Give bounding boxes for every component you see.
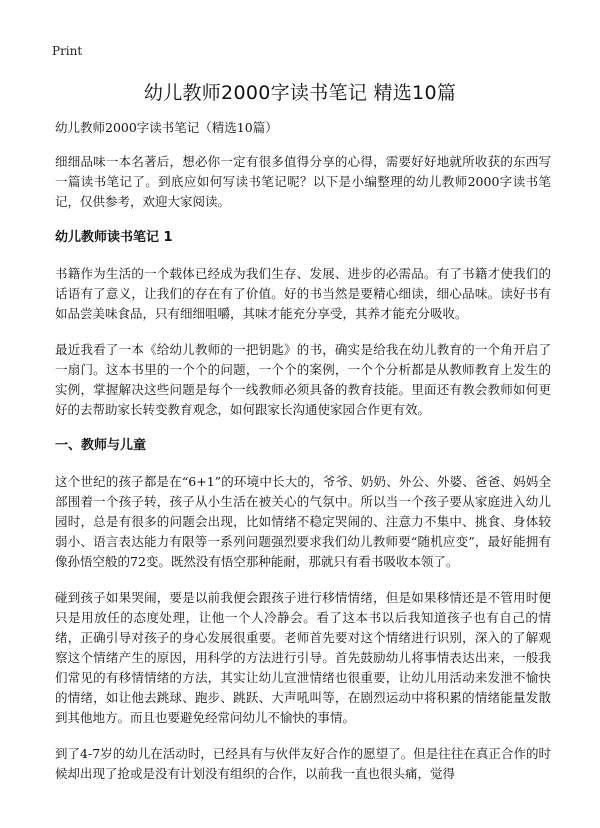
paragraph: 最近我看了一本《给幼儿教师的一把钥匙》的书，确实是给我在幼儿教育的一个角开启了一扇门。这本书里的一个个的问题，一个个的案例，一个个分析都是从教师教育上发生的实例，掌握解决这些问题是每个一线教师必须具备的教育技能。里面还有教会教师如何更好的去帮助家长转变教育观念，如何跟家长沟通使家园合作更有效。 [55,342,551,417]
paragraph: 这个世纪的孩子都是在“6+1”的环境中长大的，爷爷、奶奶、外公、外婆、爸爸、妈妈全部围着一个孩子转，孩子从小生活在被关心的气氛中。所以当一个孩子要从家庭进入幼儿园时，总是有很多的问题会出现，比如情绪不稳定哭闹的、注意力不集中、挑食、身体较弱小、语言表达能力有限等一系列问题强烈要求我们幼儿教师要“随机应变”，最好能拥有像孙悟空般的72变。既然没有悟空那种能耐，那就只有看书吸收本领了。 [55,474,551,569]
section-heading-1: 幼儿教师读书笔记 1 [55,230,173,245]
section-heading-2: 一、教师与儿童 [55,438,147,453]
article-body [55,118,551,800]
print-link[interactable]: Print [52,44,83,58]
paragraph: 到了4-7岁的幼儿在活动时，已经具有与伙伴友好合作的愿望了。但是往往在真正合作的时候却出现了抢或是没有计划没有组织的合作，以前我一直也很头痛，觉得 [55,746,551,781]
page-title: 幼儿教师2000字读书笔记 精选10篇 [143,82,457,104]
paragraph: 碰到孩子如果哭闹，要是以前我便会跟孩子进行移情情绪，但是如果移情还是不管用时便只是用放任的态度处理，让他一个人冷静会。看了这本书以后我知道孩子也有自己的情绪，正确引导对孩子的身心发展很重要。老师首先要对这个情绪进行识别，深入的了解观察这个情绪产生的原因，用科学的方法进行引导。首先鼓励幼儿将事情表达出来，一般我们常见的有移情情绪的方法，其实让幼儿宣泄情绪也很重要，让幼儿用活动来发泄不愉快的情绪，如让他去跳球、跑步、跳跃、大声吼叫等，在剧烈运动中将积累的情绪能量发散到其他地方。而且也要避免经常问幼儿不愉快的事情。 [55,590,551,725]
article-subtitle: 幼儿教师2000字读书笔记（精选10篇） [55,120,278,135]
paragraph: 书籍作为生活的一个载体已经成为我们生存、发展、进步的必需品。有了书籍才使我们的话语有了意义，让我们的存在有了价值。好的书当然是要精心细读，细心品味。读好书有如品尝美味食品，只有细细咀嚼，其味才能充分享受，其养才能充分吸收。 [55,266,551,321]
intro-paragraph: 细细品味一本名著后，想必你一定有很多值得分享的心得，需要好好地就所收获的东西写一篇读书笔记了。到底应如何写读书笔记呢？以下是小编整理的幼儿教师2000字读书笔记，仅供参考，欢迎大家阅读。 [55,154,551,209]
